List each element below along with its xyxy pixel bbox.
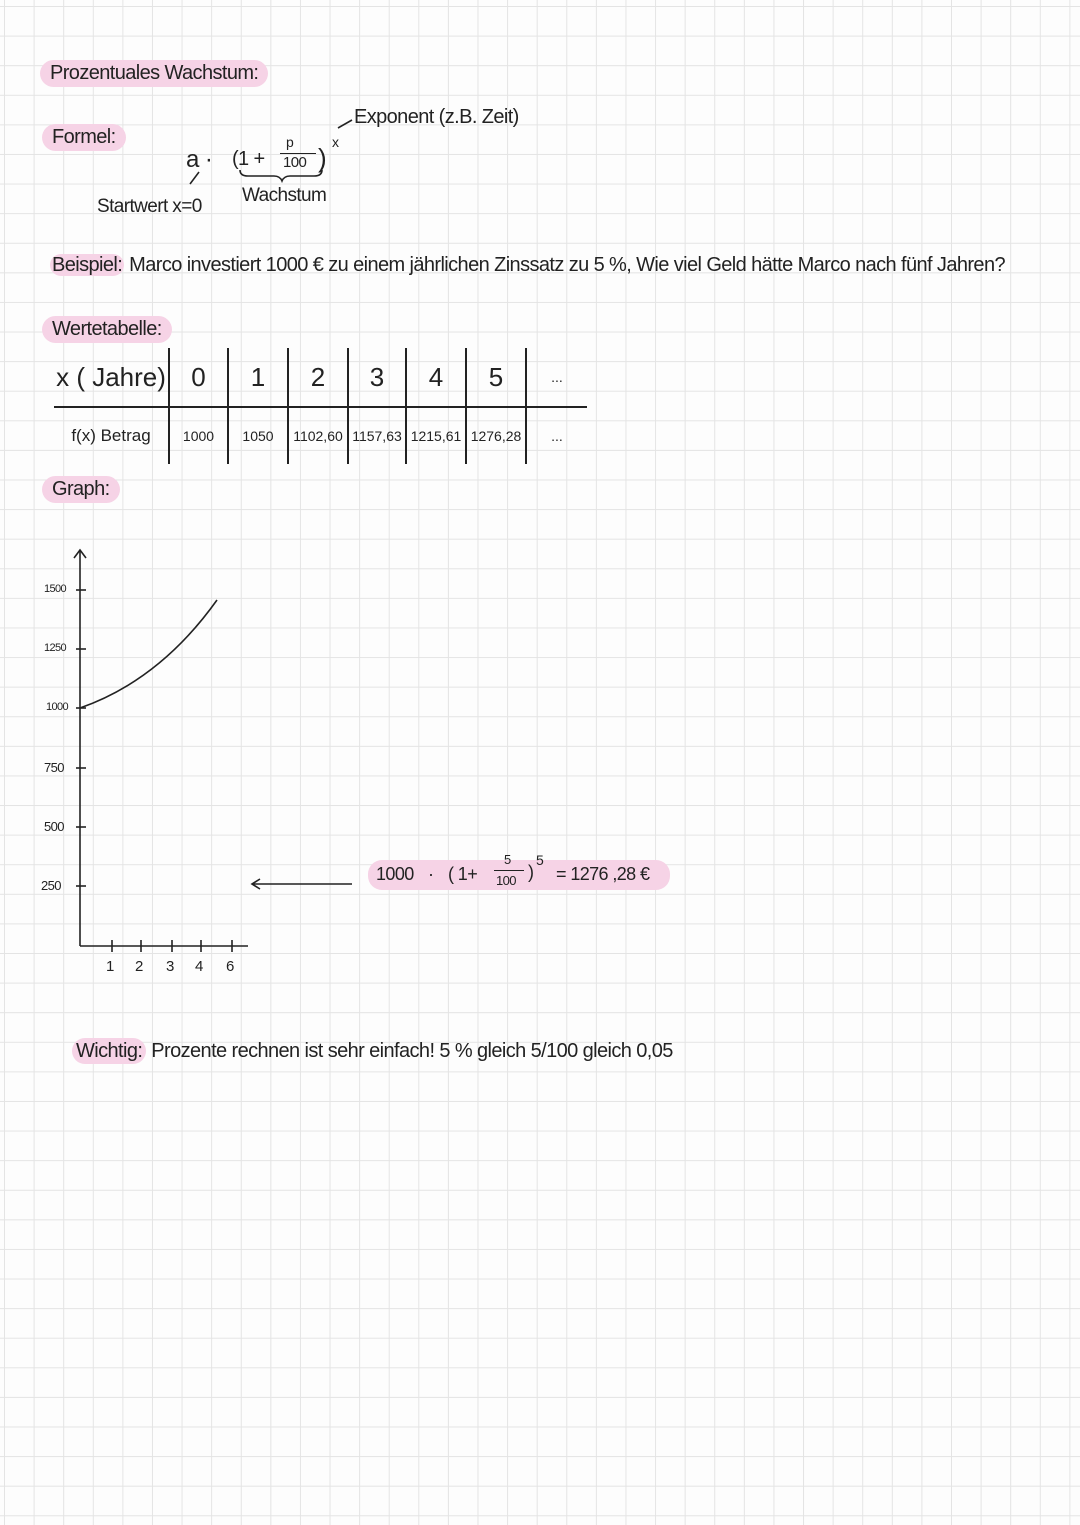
table-cell: 5 bbox=[466, 348, 526, 407]
calc-fraction-bar bbox=[494, 870, 524, 871]
growth-curve bbox=[80, 600, 217, 708]
calc-close: ) bbox=[528, 862, 534, 882]
brace-under bbox=[240, 170, 322, 181]
start-note: Startwert x=0 bbox=[97, 196, 202, 217]
x-tick-label: 6 bbox=[226, 958, 234, 975]
growth-note: Wachstum bbox=[242, 185, 327, 206]
table-cell: 1000 bbox=[169, 407, 228, 464]
table-header: x ( Jahre) bbox=[54, 348, 169, 407]
table-cell: ... bbox=[526, 407, 587, 464]
table-cell: 4 bbox=[406, 348, 466, 407]
table-cell: 0 bbox=[169, 348, 228, 407]
table-cell: 1 bbox=[228, 348, 288, 407]
calc-dot: · bbox=[428, 864, 434, 884]
table-header: f(x) Betrag bbox=[71, 426, 151, 445]
graph-label: Graph: bbox=[42, 476, 120, 503]
note-label: Wichtig: bbox=[72, 1038, 146, 1064]
table-cell: ... bbox=[526, 348, 587, 407]
x-tick-label: 2 bbox=[135, 958, 143, 975]
note-text: Prozente rechnen ist sehr einfach! 5 % gleich 5/100 gleich 0,05 bbox=[151, 1040, 673, 1062]
formula-p: p bbox=[286, 134, 294, 150]
y-tick-label: 1250 bbox=[44, 642, 67, 654]
table-cell: 1050 bbox=[228, 407, 288, 464]
x-tick-label: 4 bbox=[195, 958, 203, 975]
example-label: Beispiel: bbox=[52, 254, 123, 276]
x-tick-label: 1 bbox=[106, 958, 114, 975]
calc-base: 1000 bbox=[376, 864, 414, 884]
y-tick-label: 250 bbox=[41, 878, 61, 893]
formula-label: Formel: bbox=[42, 124, 126, 151]
table-label: Wertetabelle: bbox=[42, 316, 172, 343]
formula-close: ) bbox=[318, 143, 327, 173]
calc-result: = 1276 ,28 € bbox=[556, 864, 650, 884]
formula-open: (1 + bbox=[232, 148, 265, 170]
formula-a: a · bbox=[186, 146, 213, 173]
table-cell: 1102,60 bbox=[288, 407, 348, 464]
formula-exp: x bbox=[332, 134, 339, 150]
example-text: Marco investiert 1000 € zu einem jährlichen Zinssatz zu 5 %, Wie viel Geld hätte Marco nach fünf Jahren? bbox=[129, 254, 1006, 276]
calc-open: ( 1+ bbox=[448, 864, 478, 884]
calc-exp: 5 bbox=[536, 852, 544, 868]
pointer-exponent bbox=[338, 120, 352, 128]
calc-num: 5 bbox=[504, 852, 511, 867]
pointer-start bbox=[190, 172, 199, 184]
formula-100: 100 bbox=[283, 154, 307, 171]
y-tick-label: 500 bbox=[44, 819, 64, 834]
exponent-note: Exponent (z.B. Zeit) bbox=[354, 106, 519, 128]
y-tick-label: 1000 bbox=[46, 701, 69, 713]
table-cell: 2 bbox=[288, 348, 348, 407]
table-cell: 3 bbox=[348, 348, 406, 407]
table-cell: 1276,28 bbox=[466, 407, 526, 464]
y-tick-label: 1500 bbox=[44, 583, 67, 595]
page-title: Prozentuales Wachstum: bbox=[40, 60, 268, 87]
y-tick-marks bbox=[76, 590, 86, 886]
x-tick-label: 3 bbox=[166, 958, 174, 975]
calc-den: 100 bbox=[496, 873, 516, 888]
table-cell: 1157,63 bbox=[348, 407, 406, 464]
y-tick-label: 750 bbox=[44, 760, 64, 775]
table-cell: 1215,61 bbox=[406, 407, 466, 464]
